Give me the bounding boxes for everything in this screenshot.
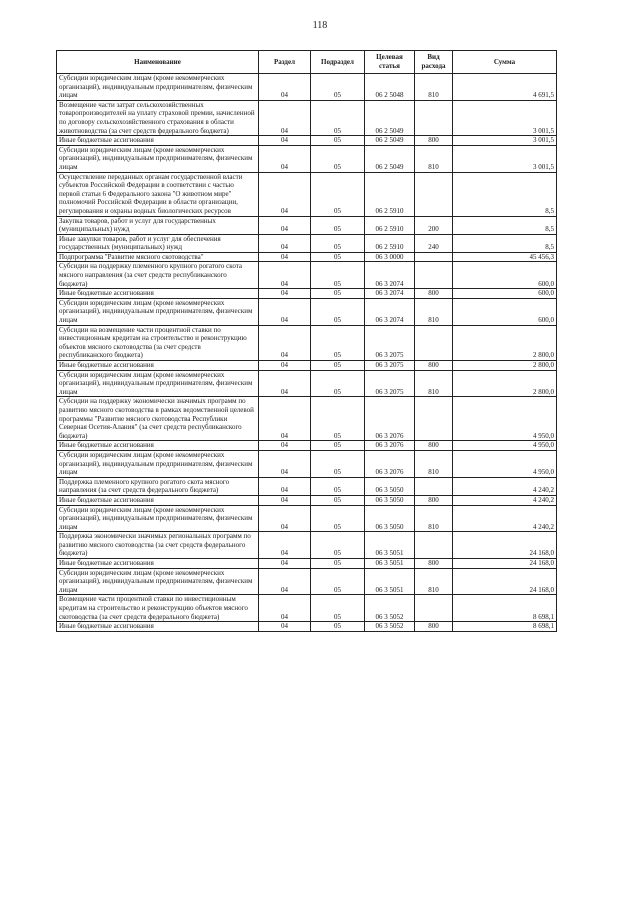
table-row [57,450,557,477]
row-subsection: 05 [311,622,365,632]
row-sum: 8,5 [453,234,557,252]
table-row [57,477,557,495]
row-kind [415,172,453,216]
row-sum: 3 001,5 [453,100,557,135]
row-kind [415,325,453,360]
header-section: Раздел [259,51,311,74]
table-row [57,289,557,299]
row-name: Иные закупки товаров, работ и услуг для обеспечения государственных (муниципальных) нужд [57,234,259,252]
row-section: 04 [259,397,311,441]
table-row [57,361,557,371]
row-sum: 4 240,2 [453,495,557,505]
row-section: 04 [259,622,311,632]
row-target: 06 3 5050 [365,505,415,532]
row-sum: 3 001,5 [453,145,557,172]
row-subsection: 05 [311,325,365,360]
header-sum: Сумма [453,51,557,74]
row-name: Иные бюджетные ассигнования [57,289,259,299]
row-section: 04 [259,450,311,477]
row-kind: 800 [415,136,453,146]
row-subsection: 05 [311,216,365,234]
table-row [57,74,557,101]
row-kind: 200 [415,216,453,234]
row-section: 04 [259,325,311,360]
row-sum: 24 168,0 [453,532,557,559]
row-sum: 8,5 [453,172,557,216]
row-target: 06 3 5051 [365,559,415,569]
row-name: Субсидии юридическим лицам (кроме некоммерческих организаций), индивидуальным предпринимателям, физическим лицам [57,370,259,397]
row-name: Субсидии на поддержку племенного крупного рогатого скота мясного направления (за счет средств республиканского бюджета) [57,262,259,289]
row-name: Иные бюджетные ассигнования [57,495,259,505]
row-target: 06 3 2074 [365,298,415,325]
row-section: 04 [259,568,311,595]
row-sum: 8 698,1 [453,595,557,622]
table-row [57,172,557,216]
row-name: Субсидии юридическим лицам (кроме некоммерческих организаций), индивидуальным предпринимателям, физическим лицам [57,298,259,325]
table-body [57,74,557,632]
row-name: Субсидии юридическим лицам (кроме некоммерческих организаций), индивидуальным предпринимателям, физическим лицам [57,450,259,477]
row-name: Иные бюджетные ассигнования [57,361,259,371]
table-row [57,216,557,234]
row-name: Субсидии юридическим лицам (кроме некоммерческих организаций), индивидуальным предпринимателям, физическим лицам [57,505,259,532]
row-kind: 810 [415,568,453,595]
row-target: 06 3 2076 [365,397,415,441]
row-kind [415,100,453,135]
row-name: Поддержка племенного крупного рогатого скота мясного направления (за счет средств федерального бюджета) [57,477,259,495]
row-subsection: 05 [311,370,365,397]
header-target: Целевая статья [365,51,415,74]
budget-table [56,50,557,632]
row-target: 06 3 5050 [365,477,415,495]
row-kind [415,262,453,289]
row-sum: 4 240,2 [453,477,557,495]
table-row [57,495,557,505]
row-name: Закупка товаров, работ и услуг для государственных (муниципальных) нужд [57,216,259,234]
row-subsection: 05 [311,172,365,216]
row-section: 04 [259,262,311,289]
row-subsection: 05 [311,397,365,441]
row-section: 04 [259,361,311,371]
row-subsection: 05 [311,234,365,252]
row-target: 06 2 5049 [365,136,415,146]
row-name: Иные бюджетные ассигнования [57,136,259,146]
row-sum: 3 001,5 [453,136,557,146]
row-target: 06 3 5052 [365,595,415,622]
table-row [57,595,557,622]
row-sum: 2 800,0 [453,361,557,371]
row-name: Субсидии юридическим лицам (кроме некоммерческих организаций), индивидуальным предпринимателям, физическим лицам [57,568,259,595]
row-subsection: 05 [311,289,365,299]
row-kind: 810 [415,370,453,397]
row-section: 04 [259,145,311,172]
row-sum: 600,0 [453,289,557,299]
row-target: 06 3 2075 [365,370,415,397]
table-row [57,262,557,289]
row-target: 06 2 5049 [365,145,415,172]
row-sum: 24 168,0 [453,559,557,569]
row-subsection: 05 [311,441,365,451]
row-section: 04 [259,595,311,622]
row-name: Возмещение части затрат сельскохозяйственных товаропроизводителей на уплату страховой премии, начисленной по договору сельскохозяйственного страхования в области животноводства (за счет средств федерального бюджета) [57,100,259,135]
table-row [57,298,557,325]
row-kind: 810 [415,145,453,172]
row-name: Подпрограмма "Развитие мясного скотоводства" [57,252,259,262]
row-target: 06 3 5051 [365,532,415,559]
row-kind: 800 [415,495,453,505]
row-kind: 800 [415,361,453,371]
row-kind: 810 [415,450,453,477]
row-name: Субсидии юридическим лицам (кроме некоммерческих организаций), индивидуальным предпринимателям, физическим лицам [57,74,259,101]
table-row [57,145,557,172]
row-subsection: 05 [311,495,365,505]
row-sum: 600,0 [453,262,557,289]
row-kind [415,397,453,441]
row-target: 06 3 2075 [365,325,415,360]
row-sum: 45 456,3 [453,252,557,262]
row-target: 06 3 5051 [365,568,415,595]
row-target: 06 3 0000 [365,252,415,262]
row-section: 04 [259,559,311,569]
table-row [57,370,557,397]
table-row [57,532,557,559]
row-kind: 800 [415,559,453,569]
row-sum: 4 240,2 [453,505,557,532]
row-kind: 810 [415,74,453,101]
row-subsection: 05 [311,262,365,289]
table-row [57,622,557,632]
row-section: 04 [259,477,311,495]
header-kind: Вид расхода [415,51,453,74]
page-number: 118 [312,20,328,31]
row-section: 04 [259,495,311,505]
row-subsection: 05 [311,298,365,325]
row-subsection: 05 [311,74,365,101]
row-target: 06 2 5048 [365,74,415,101]
row-sum: 2 800,0 [453,370,557,397]
row-subsection: 05 [311,136,365,146]
row-section: 04 [259,252,311,262]
row-kind: 800 [415,622,453,632]
row-sum: 4 950,0 [453,450,557,477]
row-target: 06 2 5910 [365,234,415,252]
row-kind: 810 [415,298,453,325]
row-section: 04 [259,532,311,559]
row-name: Осуществление переданных органам государственной власти субъектов Российской Федерации в соответствии с частью первой статьи 6 Федерального закона "О животном мире" полномочий Российской Федерации в области организации, регулирования и охраны водных биологических ресурсов [57,172,259,216]
header-name: Наименование [57,51,259,74]
row-sum: 2 800,0 [453,325,557,360]
row-target: 06 2 5910 [365,216,415,234]
row-section: 04 [259,370,311,397]
table-header-row [57,51,557,74]
row-subsection: 05 [311,559,365,569]
table-row [57,234,557,252]
row-subsection: 05 [311,252,365,262]
row-kind: 810 [415,505,453,532]
row-name: Возмещение части процентной ставки по инвестиционным кредитам на строительство и реконструкцию объектов мясного скотоводства (за счет средств федерального бюджета) [57,595,259,622]
row-target: 06 3 5052 [365,622,415,632]
row-section: 04 [259,289,311,299]
row-name: Иные бюджетные ассигнования [57,622,259,632]
table-row [57,136,557,146]
row-name: Поддержка экономически значимых региональных программ по развитию мясного скотоводства (за счет средств федерального бюджета) [57,532,259,559]
row-subsection: 05 [311,450,365,477]
row-target: 06 3 2074 [365,289,415,299]
row-target: 06 3 2074 [365,262,415,289]
row-subsection: 05 [311,477,365,495]
row-subsection: 05 [311,145,365,172]
row-target: 06 3 2076 [365,450,415,477]
table-row [57,568,557,595]
row-section: 04 [259,505,311,532]
row-target: 06 2 5910 [365,172,415,216]
row-subsection: 05 [311,532,365,559]
row-name: Субсидии юридическим лицам (кроме некоммерческих организаций), индивидуальным предпринимателям, физическим лицам [57,145,259,172]
row-kind [415,252,453,262]
row-subsection: 05 [311,505,365,532]
header-subsection: Подраздел [311,51,365,74]
row-sum: 600,0 [453,298,557,325]
row-sum: 8 698,1 [453,622,557,632]
row-sum: 4 950,0 [453,397,557,441]
table-row [57,559,557,569]
row-subsection: 05 [311,100,365,135]
table-row [57,325,557,360]
row-sum: 8,5 [453,216,557,234]
row-name: Иные бюджетные ассигнования [57,559,259,569]
table-row [57,441,557,451]
row-name: Иные бюджетные ассигнования [57,441,259,451]
row-name: Субсидии на возмещение части процентной ставки по инвестиционным кредитам на строительство и реконструкцию объектов мясного скотоводства (за счет средств республиканского бюджета) [57,325,259,360]
row-sum: 24 168,0 [453,568,557,595]
row-section: 04 [259,136,311,146]
row-section: 04 [259,74,311,101]
row-kind: 800 [415,289,453,299]
row-subsection: 05 [311,568,365,595]
row-sum: 4 950,0 [453,441,557,451]
row-sum: 4 691,5 [453,74,557,101]
row-kind [415,477,453,495]
row-target: 06 2 5049 [365,100,415,135]
table-row [57,505,557,532]
row-section: 04 [259,298,311,325]
row-target: 06 3 5050 [365,495,415,505]
row-section: 04 [259,441,311,451]
row-section: 04 [259,234,311,252]
row-subsection: 05 [311,361,365,371]
table-row [57,100,557,135]
table-row [57,252,557,262]
row-kind: 800 [415,441,453,451]
row-section: 04 [259,100,311,135]
row-subsection: 05 [311,595,365,622]
row-target: 06 3 2076 [365,441,415,451]
row-kind: 240 [415,234,453,252]
row-section: 04 [259,172,311,216]
row-section: 04 [259,216,311,234]
row-name: Субсидии на поддержку экономически значимых программ по развитию мясного скотоводства в рамках ведомственной целевой программы "Развитие мясного скотоводства Республики Северная Осетия-Алания" (за счет средств республиканского бюджета) [57,397,259,441]
row-kind [415,532,453,559]
row-kind [415,595,453,622]
table-row [57,397,557,441]
row-target: 06 3 2075 [365,361,415,371]
